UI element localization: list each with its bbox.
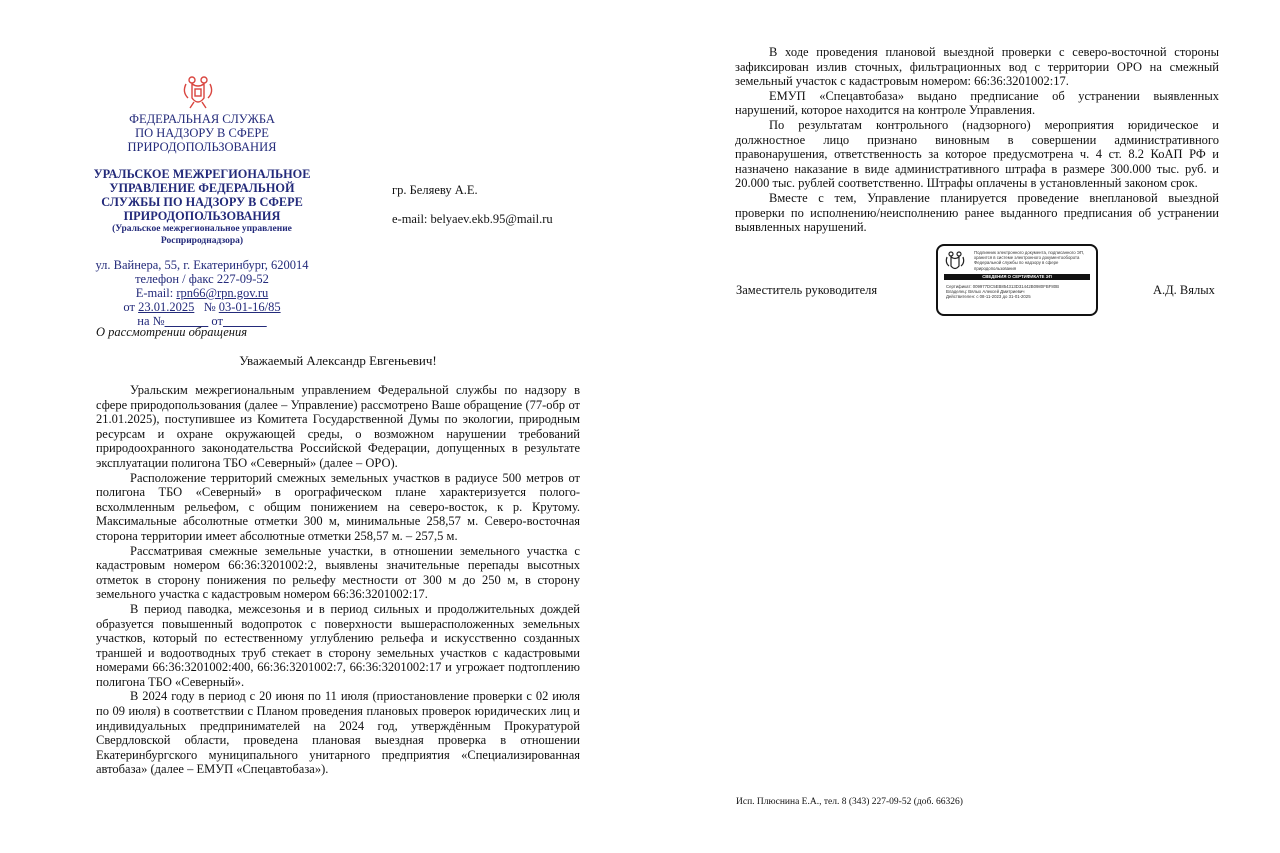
signer-name: А.Д. Вялых bbox=[1153, 283, 1215, 297]
stamp-validity: Действителен: с 08-11-2023 до 31-01-2025 bbox=[946, 294, 1031, 300]
stamp-certificate: Сертификат: 009977DC5EB854313D31442B0980FBF80B bbox=[946, 284, 1059, 289]
department-line: УРАЛЬСКОЕ МЕЖРЕГИОНАЛЬНОЕ bbox=[93, 167, 311, 181]
stamp-owner: Владелец: Вялых Алексей Дмитриевич bbox=[946, 289, 1025, 295]
department-name bbox=[92, 167, 312, 247]
electronic-signature-stamp bbox=[936, 244, 1098, 316]
executor-info: Исп. Плюснина Е.А., тел. 8 (343) 227-09-52 (доб. 66326) bbox=[736, 797, 963, 807]
date-label: от bbox=[123, 300, 135, 314]
email-link[interactable]: rpn66@rpn.gov.ru bbox=[176, 286, 269, 300]
recipient-email: e-mail: belyaev.ekb.95@mail.ru bbox=[392, 212, 553, 226]
paragraph: В 2024 году в период с 20 июня по 11 июля (приостановление проверки с 02 июля по 09 июля) в соответствии с Планом проведения плановых проверок юридических лиц и индивидуальных предпринимателей на 2024 год, утверждённым Прокуратурой Свердловской области, проведена плановая выездная проверка в отношении Екатеринбургского муниципального унитарного предприятия «Специализированная автобаза» (далее – ЕМУП «Спецавтобаза»). bbox=[96, 689, 580, 777]
phone: телефон / факс 227-09-52 bbox=[135, 272, 269, 286]
department-line: СЛУЖБЫ ПО НАДЗОРУ В СФЕРЕ bbox=[101, 195, 303, 209]
number-label: № bbox=[203, 300, 216, 314]
greeting: Уважаемый Александр Евгеньевич! bbox=[239, 353, 437, 368]
email-label: E-mail: bbox=[135, 286, 177, 300]
document-number: 03-01-16/85 bbox=[218, 300, 281, 314]
paragraph: В ходе проведения плановой выездной проверки с северо-восточной стороны зафиксирован излив сточных, фильтрационных вод с территории ОРО на смежный земельный участок с кадастровым номером: 66:36:3201002:17. bbox=[735, 45, 1219, 89]
paragraph: В период паводка, межсезонья и в период сильных и продолжительных дождей образуется повышенный водопроток с поверхности вышерасположенных земельных участков, который по естественному углублению рельефа и искусственно созданных траншей и водоотводных труб стекает в сторону земельных участков с кадастровыми номерами 66:36:3201002:400, 66:36:3201002:7, 66:36:3201002:17 и угрожает подтоплению полигона ТБО «Северный». bbox=[96, 601, 580, 689]
service-name-line: ФЕДЕРАЛЬНАЯ СЛУЖБА bbox=[129, 112, 275, 126]
service-name bbox=[92, 112, 312, 154]
department-short-line: (Уральское межрегиональное управление bbox=[112, 224, 292, 234]
department-line: УПРАВЛЕНИЕ ФЕДЕРАЛЬНОЙ bbox=[109, 181, 295, 195]
russian-coat-of-arms-emblem bbox=[180, 74, 216, 110]
letter-subject: О рассмотрении обращения bbox=[96, 325, 248, 339]
ref-date-label: от bbox=[211, 314, 223, 328]
paragraph: Вместе с тем, Управление планируется проведение внеплановой выездной проверки по исполнению/неисполнению ранее выданного предписания об устранении выявленных нарушений. bbox=[735, 190, 1219, 235]
signer-title: Заместитель руководителя bbox=[736, 283, 878, 297]
department-line: ПРИРОДОПОЛЬЗОВАНИЯ bbox=[123, 209, 281, 223]
recipient-name: гр. Беляеву А.Е. bbox=[392, 183, 478, 197]
paragraph: ЕМУП «Спецавтобаза» выдано предписание об устранении выявленных нарушений, которое находится на контроле Управления. bbox=[735, 88, 1219, 118]
service-name-line: ПО НАДЗОРУ В СФЕРЕ bbox=[135, 126, 269, 140]
date-number-line bbox=[92, 300, 312, 314]
paragraph: Уральским межрегиональным управлением Федеральной службы по надзору в сфере природопользования (далее – Управление) рассмотрено Ваше обращение (77-обр от 21.01.2025), поступившее из Комитета Государственной Думы по экологии, природным ресурсам и охране окружающей среды, о возможном нарушении требований природоохранного законодательства Российской Федерации, допущенных в результате эксплуатации полигона ТБО «Северный» (далее – ОРО). bbox=[96, 383, 580, 470]
document-date: 23.01.2025 bbox=[138, 300, 195, 314]
letter-body bbox=[96, 383, 580, 777]
address: ул. Вайнера, 55, г. Екатеринбург, 620014 bbox=[95, 258, 309, 272]
ref-number-label: на № bbox=[137, 314, 165, 328]
department-short-line: Росприроднадзора) bbox=[160, 236, 244, 246]
paragraph: По результатам контрольного (надзорного) мероприятия юридическое и должностное лицо признано виновным в совершении административного правонарушения, ответственность за которое предусмотрена ч. 4 ст. 8.2 КоАП РФ и назначено наказание в виде административного штрафа в размере 300.000 тыс. руб. и 20.000 тыс. рублей соответственно. Штрафы оплачены в установленный законом срок. bbox=[735, 117, 1219, 191]
letterhead-contacts bbox=[92, 258, 312, 328]
letter-body-continued bbox=[735, 45, 1219, 235]
coat-of-arms-icon bbox=[944, 250, 966, 272]
stamp-title-bar: СВЕДЕНИЯ О СЕРТИФИКАТЕ ЭП bbox=[944, 274, 1090, 280]
paragraph: Расположение территорий смежных земельных участков в радиусе 500 метров от полигона ТБО «Северный» в орографическом плане характеризуется полого-всхолмленным рельефом, с общим понижением на северо-восток, к р. Крутому. Максимальные абсолютные отметки 300 м, минимальные 258,57 м. Северо-восточная сторона территории имеет абсолютные отметки 258,57 м. – 257,5 м. bbox=[96, 470, 580, 543]
stamp-header: Подлинник электронного документа, подписанного ЭП, хранится в системе электронного документооборота Федеральной службы по надзору в сфере природопользования bbox=[974, 250, 1085, 271]
paragraph: Рассматривая смежные земельные участки, в отношении земельного участка с кадастровым номером 66:36:3201002:2, выявлены значительные перепады высотных отметок в сторону понижения по рельефу местности от 300 м до 250 м, в сторону земельного участка с кадастровым номером 66:36:3201002:17. bbox=[96, 543, 580, 602]
service-name-line: ПРИРОДОПОЛЬЗОВАНИЯ bbox=[127, 140, 277, 154]
